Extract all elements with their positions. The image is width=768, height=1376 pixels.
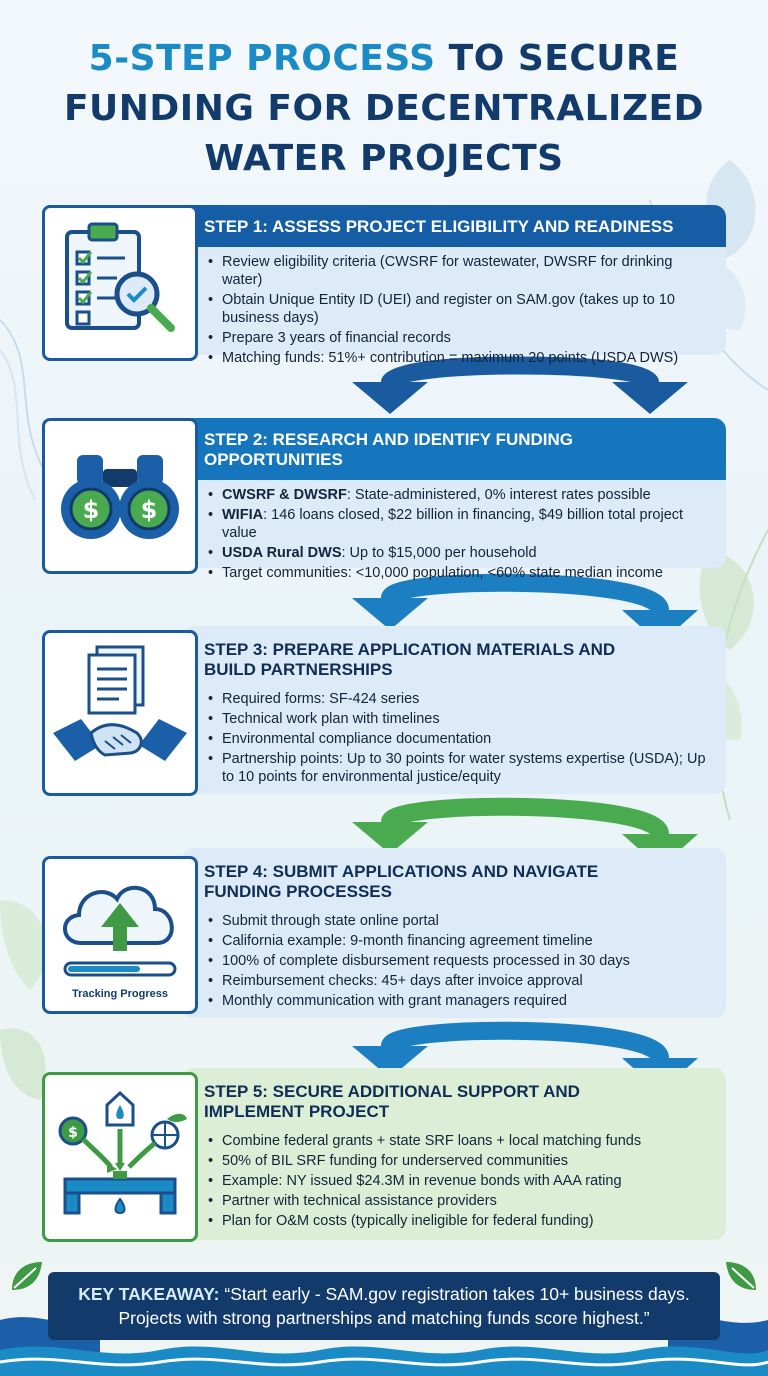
- tracking-progress-caption: Tracking Progress: [72, 988, 168, 1000]
- step-3-icon-box: [42, 630, 198, 796]
- list-item: • Matching funds: 51%+ contribution = maximum 20 points (USDA DWS): [222, 349, 716, 367]
- list-item: • Monthly communication with grant managers required: [222, 992, 716, 1010]
- step-4-card: [42, 848, 726, 1018]
- cloud-upload-icon: [45, 859, 195, 979]
- leaf-icon: [722, 1256, 762, 1296]
- list-item: • Partner with technical assistance providers: [222, 1192, 716, 1210]
- key-takeaway-label: KEY TAKEAWAY:: [78, 1284, 220, 1304]
- list-item: • California example: 9-month financing agreement timeline: [222, 932, 716, 950]
- step-1-bullets: [182, 247, 726, 367]
- list-item: • Submit through state online portal: [222, 912, 716, 930]
- step-5-icon-box: [42, 1072, 198, 1242]
- step-1-icon-box: [42, 205, 198, 361]
- step-1-header: STEP 1: ASSESS PROJECT ELIGIBILITY AND READINESS: [182, 205, 726, 247]
- svg-text:$: $: [82, 496, 100, 524]
- list-item: • Plan for O&M costs (typically ineligible for federal funding): [222, 1212, 716, 1230]
- funding-flow-pipe-icon: [45, 1075, 195, 1239]
- step-2-card: [42, 418, 726, 581]
- svg-text:$: $: [68, 1125, 78, 1141]
- step-4-header: STEP 4: SUBMIT APPLICATIONS AND NAVIGATE FUNDING PROCESSES: [204, 862, 599, 901]
- list-item: • Review eligibility criteria (CWSRF for wastewater, DWSRF for drinking water): [222, 253, 716, 289]
- list-item: • Technical work plan with timelines: [222, 710, 716, 728]
- step-5-header: STEP 5: SECURE ADDITIONAL SUPPORT AND IMPLEMENT PROJECT: [204, 1082, 580, 1121]
- step-1-card: [42, 205, 726, 366]
- list-item: • USDA Rural DWS: Up to $15,000 per household: [222, 544, 716, 562]
- title-line1: TO SECURE: [435, 38, 680, 79]
- list-item: • Prepare 3 years of financial records: [222, 329, 716, 347]
- list-item: • Partnership points: Up to 30 points for water systems expertise (USDA); Up to 10 points for environmental justice/equity: [222, 750, 716, 786]
- key-takeaway-line2: Projects with strong partnerships and matching funds score highest.”: [118, 1308, 650, 1328]
- key-takeaway-line1: “Start early - SAM.gov registration takes 10+ business days.: [219, 1284, 690, 1304]
- step-4-icon-box: [42, 856, 198, 1014]
- list-item: • Combine federal grants + state SRF loans + local matching funds: [222, 1132, 716, 1150]
- step-1-panel: [182, 205, 726, 366]
- step-5-bullets: [182, 1132, 726, 1230]
- step-3-card: [42, 626, 726, 794]
- title-line3: WATER PROJECTS: [204, 138, 564, 179]
- list-item: • Example: NY issued $24.3M in revenue bonds with AAA rating: [222, 1172, 716, 1190]
- step-3-header: STEP 3: PREPARE APPLICATION MATERIALS AND BUILD PARTNERSHIPS: [204, 640, 616, 679]
- step-4-bullets: [182, 912, 726, 1010]
- step-5-panel: [182, 1068, 726, 1240]
- page-title: [0, 34, 768, 184]
- list-item: • 100% of complete disbursement requests processed in 30 days: [222, 952, 716, 970]
- list-item: • WIFIA: 146 loans closed, $22 billion in financing, $49 billion total project value: [222, 506, 716, 542]
- binoculars-dollar-icon: [45, 421, 195, 571]
- step-4-panel: [182, 848, 726, 1018]
- step-2-header: STEP 2: RESEARCH AND IDENTIFY FUNDING OPPORTUNITIES: [182, 418, 726, 480]
- title-highlight: 5-STEP PROCESS: [88, 38, 436, 79]
- leaf-icon: [6, 1256, 46, 1296]
- step-5-card: [42, 1068, 726, 1240]
- list-item: • CWSRF & DWSRF: State-administered, 0% interest rates possible: [222, 486, 716, 504]
- list-item: • 50% of BIL SRF funding for underserved communities: [222, 1152, 716, 1170]
- list-item: • Required forms: SF-424 series: [222, 690, 716, 708]
- title-line2: FUNDING FOR DECENTRALIZED: [63, 88, 705, 129]
- list-item: • Environmental compliance documentation: [222, 730, 716, 748]
- step-2-panel: [182, 418, 726, 581]
- step-2-bullets: [182, 480, 726, 582]
- list-item: • Obtain Unique Entity ID (UEI) and register on SAM.gov (takes up to 10 business days): [222, 291, 716, 327]
- list-item: • Target communities: <10,000 population, <60% state median income: [222, 564, 716, 582]
- step-3-panel: [182, 626, 726, 794]
- checklist-magnifier-icon: [45, 208, 195, 358]
- svg-text:$: $: [140, 496, 158, 524]
- documents-handshake-icon: [45, 633, 195, 793]
- key-takeaway-banner: [48, 1272, 720, 1340]
- list-item: • Reimbursement checks: 45+ days after invoice approval: [222, 972, 716, 990]
- step-3-bullets: [182, 690, 726, 786]
- step-2-icon-box: [42, 418, 198, 574]
